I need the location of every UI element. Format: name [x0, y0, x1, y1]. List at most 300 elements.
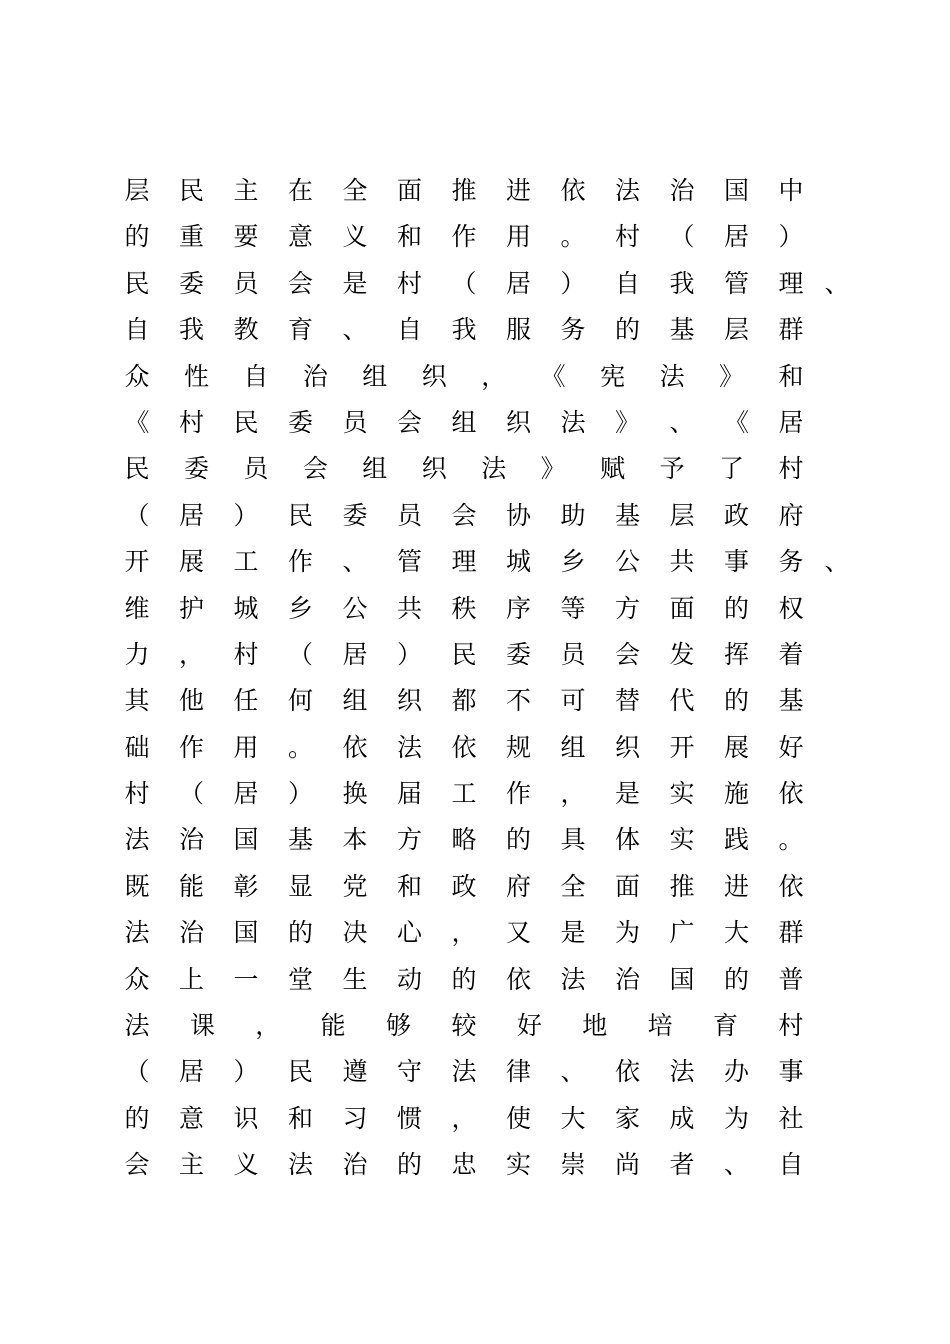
text-char: 能	[178, 871, 204, 901]
text-char: 会	[302, 454, 328, 484]
text-char: 的	[723, 686, 749, 716]
text-char: 较	[451, 1011, 477, 1041]
text-char: 委	[178, 268, 204, 298]
text-char: 作	[287, 547, 313, 577]
text-char: 作	[451, 222, 477, 252]
text-char: 习	[342, 1103, 368, 1133]
text-char: 届	[396, 779, 422, 809]
text-char: 好	[778, 732, 804, 762]
text-char: 是	[614, 779, 640, 809]
text-char: 律	[505, 1057, 531, 1087]
text-line	[124, 168, 804, 214]
text-char: 育	[287, 315, 313, 345]
text-char: 管	[396, 547, 422, 577]
text-char: 义	[233, 1150, 259, 1180]
text-char: 全	[560, 871, 586, 901]
text-char: 层	[723, 315, 749, 345]
text-char: 民	[451, 639, 477, 669]
text-char: 公	[614, 547, 640, 577]
text-char: （	[287, 639, 313, 669]
text-char: 、	[342, 315, 368, 345]
text-char: 挥	[723, 639, 749, 669]
text-char: 实	[669, 779, 695, 809]
text-char: 全	[342, 176, 368, 205]
text-char: ）	[778, 222, 804, 252]
text-char: 推	[669, 871, 695, 901]
text-char: 委	[342, 500, 368, 530]
text-char: 的	[723, 964, 749, 994]
text-char: 规	[505, 732, 531, 762]
text-char: 自	[124, 315, 150, 345]
text-char: 共	[396, 593, 422, 623]
text-char: 管	[723, 268, 749, 298]
text-char: 组	[560, 732, 586, 762]
text-char: 其	[124, 686, 150, 716]
text-char: 上	[178, 964, 204, 994]
text-char: 民	[233, 407, 259, 437]
text-char: 自	[243, 361, 269, 391]
text-char: 。	[287, 732, 313, 762]
text-char: 为	[614, 918, 640, 948]
text-char: 等	[560, 593, 586, 623]
text-line	[124, 678, 804, 724]
text-char: 村	[233, 639, 259, 669]
text-char: 着	[778, 639, 804, 669]
text-char: 守	[396, 1057, 422, 1087]
text-char: 。	[778, 825, 804, 855]
text-line	[124, 214, 804, 260]
text-char: 基	[614, 500, 640, 530]
text-char: 、	[669, 407, 695, 437]
text-char: 居	[178, 500, 204, 530]
text-char: 自	[614, 268, 640, 298]
text-line	[124, 957, 804, 1003]
text-char: 社	[778, 1103, 804, 1133]
text-char: 委	[505, 639, 531, 669]
text-char: 权	[778, 593, 804, 623]
text-char: 维	[124, 593, 150, 623]
text-char: 依	[560, 176, 586, 205]
text-char: 大	[560, 1103, 586, 1133]
text-char: 重	[178, 222, 204, 252]
text-char: 用	[505, 222, 531, 252]
text-char: 法	[659, 361, 685, 391]
text-char: 治	[342, 1150, 368, 1180]
text-char: 一	[233, 964, 259, 994]
text-char: 义	[342, 222, 368, 252]
text-char: ）	[233, 500, 259, 530]
text-char: 。	[560, 222, 586, 252]
text-char: 护	[178, 593, 204, 623]
text-line	[124, 586, 804, 632]
text-char: 居	[342, 639, 368, 669]
text-char: 村	[778, 454, 804, 484]
text-char: 自	[778, 1150, 804, 1180]
text-char: 法	[481, 454, 507, 484]
text-char: 府	[778, 500, 804, 530]
text-char: ）	[287, 779, 313, 809]
text-char: 在	[287, 176, 313, 205]
text-char: 城	[505, 547, 531, 577]
text-char: 》	[540, 454, 566, 484]
text-char: 可	[560, 686, 586, 716]
text-char: 成	[669, 1103, 695, 1133]
text-char: 民	[178, 176, 204, 205]
text-char: 略	[451, 825, 477, 855]
text-char: 好	[516, 1011, 542, 1041]
text-char: 会	[396, 407, 422, 437]
text-char: 作	[178, 732, 204, 762]
text-char: 教	[233, 315, 259, 345]
text-char: 使	[505, 1103, 531, 1133]
hanging-punctuation: 、	[824, 547, 850, 577]
text-char: 要	[233, 222, 259, 252]
text-char: 家	[614, 1103, 640, 1133]
text-char: 众	[124, 964, 150, 994]
text-char: 展	[723, 732, 749, 762]
text-line	[124, 817, 804, 863]
text-char: 既	[124, 871, 150, 901]
text-char: 会	[614, 639, 640, 669]
text-char: 《	[723, 407, 749, 437]
text-char: 进	[505, 176, 531, 205]
text-char: 工	[451, 779, 477, 809]
text-char: 务	[778, 547, 804, 577]
text-char: 基	[778, 686, 804, 716]
text-char: 代	[669, 686, 695, 716]
text-char: ，	[481, 361, 507, 391]
text-char: 组	[362, 454, 388, 484]
text-char: 治	[669, 176, 695, 205]
text-char: 惯	[396, 1103, 422, 1133]
text-char: 生	[342, 964, 368, 994]
text-char: 居	[778, 407, 804, 437]
text-char: 施	[723, 779, 749, 809]
text-char: 力	[124, 639, 150, 669]
text-char: 替	[614, 686, 640, 716]
text-char: 的	[124, 1103, 150, 1133]
text-char: 大	[723, 918, 749, 948]
text-char: 识	[233, 1103, 259, 1133]
text-char: 村	[396, 268, 422, 298]
text-char: 助	[560, 500, 586, 530]
text-char: 政	[723, 500, 749, 530]
text-char: 他	[178, 686, 204, 716]
text-char: 基	[287, 825, 313, 855]
text-char: 本	[342, 825, 368, 855]
text-char: 和	[287, 1103, 313, 1133]
text-char: 民	[124, 268, 150, 298]
text-char: 工	[233, 547, 259, 577]
text-char: 法	[560, 964, 586, 994]
text-char: 》	[719, 361, 745, 391]
text-line	[124, 771, 804, 817]
text-char: 法	[124, 918, 150, 948]
text-char: 、	[560, 1057, 586, 1087]
text-char: 党	[342, 871, 368, 901]
text-char: 决	[342, 918, 368, 948]
text-char: （	[669, 222, 695, 252]
text-line	[124, 493, 804, 539]
text-char: ，	[451, 918, 477, 948]
text-char: 民	[124, 454, 150, 484]
text-char: 织	[614, 732, 640, 762]
text-char: 居	[178, 1057, 204, 1087]
text-char: ，	[560, 779, 586, 809]
text-char: 法	[669, 1057, 695, 1087]
text-char: 意	[287, 222, 313, 252]
text-char: 乡	[287, 593, 313, 623]
text-char: 居	[233, 779, 259, 809]
text-char: 法	[560, 407, 586, 437]
text-char: 育	[713, 1011, 739, 1041]
text-char: 层	[669, 500, 695, 530]
text-char: 尚	[614, 1150, 640, 1180]
text-char: 用	[233, 732, 259, 762]
text-char: 和	[778, 361, 804, 391]
text-char: 遵	[342, 1057, 368, 1087]
text-char: 中	[778, 176, 804, 205]
text-char: 面	[614, 871, 640, 901]
text-char: 方	[614, 593, 640, 623]
text-char: 法	[124, 1011, 150, 1041]
text-char: 实	[669, 825, 695, 855]
text-char: 自	[396, 315, 422, 345]
text-char: 员	[560, 639, 586, 669]
text-char: 国	[723, 176, 749, 205]
text-char: 具	[560, 825, 586, 855]
text-char: 村	[614, 222, 640, 252]
text-char: 主	[233, 176, 259, 205]
text-line	[124, 400, 804, 446]
text-char: 作	[505, 779, 531, 809]
text-char: 践	[723, 825, 749, 855]
text-char: 换	[342, 779, 368, 809]
text-char: 依	[778, 871, 804, 901]
text-char: ，	[178, 639, 204, 669]
text-line	[124, 864, 804, 910]
text-char: 法	[124, 825, 150, 855]
text-char: （	[124, 500, 150, 530]
text-char: 织	[421, 361, 447, 391]
text-char: 体	[614, 825, 640, 855]
text-char: 主	[178, 1150, 204, 1180]
text-char: 治	[614, 964, 640, 994]
text-char: 培	[647, 1011, 673, 1041]
text-char: 、	[342, 547, 368, 577]
text-char: 广	[669, 918, 695, 948]
text-line	[124, 446, 804, 492]
text-char: 和	[396, 222, 422, 252]
text-char: （	[178, 779, 204, 809]
text-char: 展	[178, 547, 204, 577]
text-char: 织	[396, 686, 422, 716]
text-char: 任	[233, 686, 259, 716]
text-char: 基	[669, 315, 695, 345]
text-char: 织	[421, 454, 447, 484]
text-char: 地	[582, 1011, 608, 1041]
text-char: 员	[233, 268, 259, 298]
text-char: 依	[342, 732, 368, 762]
text-char: 众	[124, 361, 150, 391]
text-char: 事	[723, 547, 749, 577]
text-char: 事	[778, 1057, 804, 1087]
text-char: 政	[451, 871, 477, 901]
text-line	[124, 1096, 804, 1142]
text-char: ）	[233, 1057, 259, 1087]
text-char: 性	[183, 361, 209, 391]
text-char: 乡	[560, 547, 586, 577]
text-char: 的	[723, 593, 749, 623]
text-char: 为	[723, 1103, 749, 1133]
text-char: 实	[505, 1150, 531, 1180]
text-char: 普	[778, 964, 804, 994]
text-char: 显	[287, 871, 313, 901]
text-char: 的	[451, 964, 477, 994]
text-char: 发	[669, 639, 695, 669]
text-char: 心	[396, 918, 422, 948]
text-char: 《	[124, 407, 150, 437]
text-char: 我	[178, 315, 204, 345]
text-char: （	[124, 1057, 150, 1087]
text-char: 治	[178, 825, 204, 855]
text-char: 依	[778, 779, 804, 809]
text-char: 又	[505, 918, 531, 948]
text-char: 会	[451, 500, 477, 530]
text-char: 了	[719, 454, 745, 484]
text-char: 治	[302, 361, 328, 391]
text-char: 员	[396, 500, 422, 530]
text-char: ）	[560, 268, 586, 298]
text-char: 我	[451, 315, 477, 345]
text-char: 意	[178, 1103, 204, 1133]
text-char: 群	[778, 315, 804, 345]
text-char: 组	[362, 361, 388, 391]
text-char: 共	[669, 547, 695, 577]
text-char: 是	[560, 918, 586, 948]
text-char: 宪	[600, 361, 626, 391]
text-line	[124, 632, 804, 678]
text-char: 法	[451, 1057, 477, 1087]
text-char: 推	[451, 176, 477, 205]
text-char: 面	[396, 176, 422, 205]
text-line	[124, 910, 804, 956]
text-char: 国	[669, 964, 695, 994]
text-char: 的	[614, 315, 640, 345]
text-line	[124, 1142, 804, 1188]
text-char: 治	[178, 918, 204, 948]
text-char: 法	[396, 732, 422, 762]
text-char: 办	[723, 1057, 749, 1087]
text-line	[124, 354, 804, 400]
text-char: 协	[505, 500, 531, 530]
text-char: 村	[124, 779, 150, 809]
text-char: 委	[183, 454, 209, 484]
text-line	[124, 307, 804, 353]
text-char: 予	[659, 454, 685, 484]
text-char: 居	[723, 222, 749, 252]
hanging-punctuation: 、	[824, 268, 850, 298]
text-char: 彰	[233, 871, 259, 901]
text-char: 堂	[287, 964, 313, 994]
text-char: 理	[451, 547, 477, 577]
text-char: 织	[505, 407, 531, 437]
text-char: 础	[124, 732, 150, 762]
text-line	[124, 539, 850, 585]
text-char: 国	[233, 918, 259, 948]
text-char: （	[451, 268, 477, 298]
text-char: 层	[124, 176, 150, 205]
text-char: 者	[669, 1150, 695, 1180]
text-char: 序	[505, 593, 531, 623]
text-char: 开	[669, 732, 695, 762]
text-char: 动	[396, 964, 422, 994]
text-char: 员	[243, 454, 269, 484]
text-char: 法	[287, 1150, 313, 1180]
text-char: 开	[124, 547, 150, 577]
text-char: 赋	[600, 454, 626, 484]
text-char: ）	[396, 639, 422, 669]
body-paragraph	[124, 168, 850, 1189]
text-char: 的	[124, 222, 150, 252]
text-char: 我	[669, 268, 695, 298]
text-char: 《	[540, 361, 566, 391]
text-char: 和	[396, 871, 422, 901]
text-char: 民	[287, 1057, 313, 1087]
text-char: 、	[723, 1150, 749, 1180]
text-line	[124, 725, 804, 771]
text-char: 村	[178, 407, 204, 437]
text-char: 够	[386, 1011, 412, 1041]
text-char: 忠	[451, 1150, 477, 1180]
text-char: 面	[669, 593, 695, 623]
text-line	[124, 1049, 804, 1095]
text-char: 依	[451, 732, 477, 762]
text-char: ，	[451, 1103, 477, 1133]
text-char: 群	[778, 918, 804, 948]
text-char: 何	[287, 686, 313, 716]
text-char: 》	[614, 407, 640, 437]
text-char: 都	[451, 686, 477, 716]
text-char: 会	[124, 1150, 150, 1180]
text-char: ，	[255, 1011, 281, 1041]
text-char: 能	[320, 1011, 346, 1041]
text-char: 依	[505, 964, 531, 994]
text-char: 的	[396, 1150, 422, 1180]
text-char: 城	[233, 593, 259, 623]
text-char: 进	[723, 871, 749, 901]
text-char: 法	[614, 176, 640, 205]
text-char: 理	[778, 268, 804, 298]
text-char: 的	[287, 918, 313, 948]
text-char: 秩	[451, 593, 477, 623]
text-char: 居	[505, 268, 531, 298]
text-char: 府	[505, 871, 531, 901]
text-char: 服	[505, 315, 531, 345]
text-char: 务	[560, 315, 586, 345]
text-char: 崇	[560, 1150, 586, 1180]
text-char: 方	[396, 825, 422, 855]
text-char: 组	[451, 407, 477, 437]
text-line	[124, 1003, 804, 1049]
text-char: 公	[342, 593, 368, 623]
text-char: 员	[342, 407, 368, 437]
text-char: 不	[505, 686, 531, 716]
text-char: 会	[287, 268, 313, 298]
text-char: 国	[233, 825, 259, 855]
text-char: 课	[189, 1011, 215, 1041]
text-char: 是	[342, 268, 368, 298]
